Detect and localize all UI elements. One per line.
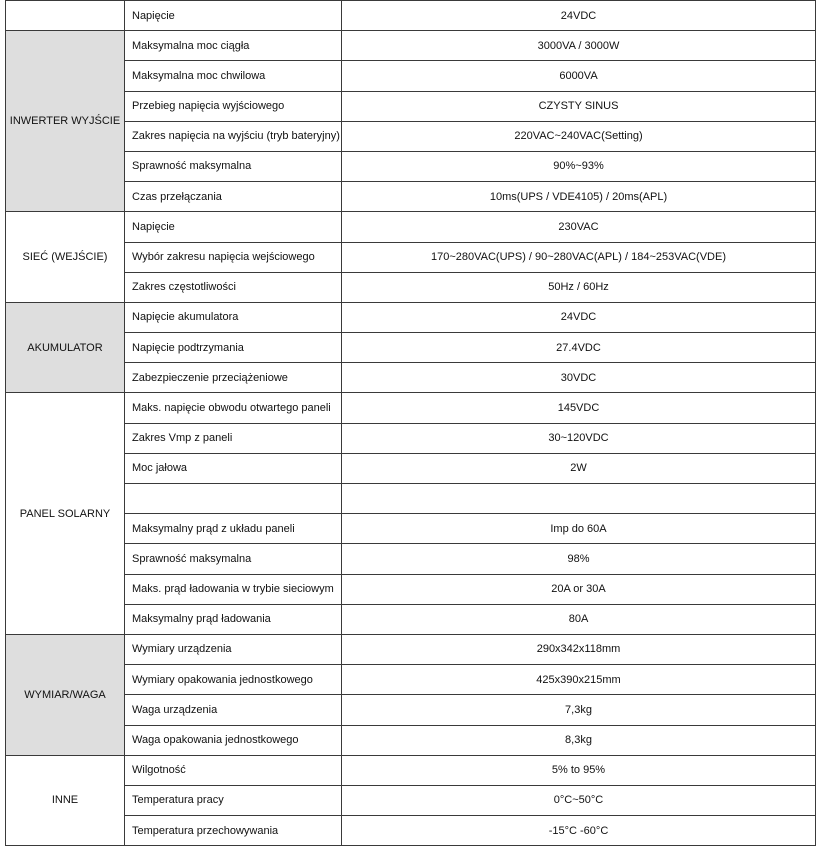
table-row [6, 393, 816, 423]
spec-value: 230VAC [342, 212, 816, 242]
spec-label: Sprawność maksymalna [125, 151, 342, 181]
category-cell: WYMIAR/WAGA [6, 634, 125, 755]
spec-value: 145VDC [342, 393, 816, 423]
spec-table [5, 0, 816, 846]
table-row [6, 423, 816, 453]
spec-label: Napięcie [125, 212, 342, 242]
spec-value: 290x342x118mm [342, 634, 816, 664]
table-row [6, 785, 816, 815]
spec-value: 3000VA / 3000W [342, 31, 816, 61]
table-row [6, 484, 816, 514]
table-row [6, 816, 816, 846]
spec-value: 24VDC [342, 302, 816, 332]
spec-label: Zakres częstotliwości [125, 272, 342, 302]
table-row [6, 1, 816, 31]
table-row [6, 363, 816, 393]
spec-value: 50Hz / 60Hz [342, 272, 816, 302]
table-row [6, 453, 816, 483]
spec-value: 10ms(UPS / VDE4105) / 20ms(APL) [342, 182, 816, 212]
spec-value: 425x390x215mm [342, 665, 816, 695]
spec-label: Temperatura przechowywania [125, 816, 342, 846]
spec-label [125, 484, 342, 514]
spec-label: Napięcie podtrzymania [125, 333, 342, 363]
spec-label: Maks. prąd ładowania w trybie sieciowym [125, 574, 342, 604]
spec-value: 24VDC [342, 1, 816, 31]
spec-label: Zakres napięcia na wyjściu (tryb bateryjny) [125, 121, 342, 151]
table-row [6, 302, 816, 332]
table-row [6, 31, 816, 61]
spec-label: Maksymalny prąd ładowania [125, 604, 342, 634]
table-row [6, 604, 816, 634]
table-row [6, 755, 816, 785]
spec-value: 27.4VDC [342, 333, 816, 363]
spec-value: 5% to 95% [342, 755, 816, 785]
spec-label: Wymiary opakowania jednostkowego [125, 665, 342, 695]
spec-value: CZYSTY SINUS [342, 91, 816, 121]
spec-value: 2W [342, 453, 816, 483]
spec-value: 90%~93% [342, 151, 816, 181]
spec-label: Wilgotność [125, 755, 342, 785]
table-row [6, 514, 816, 544]
spec-label: Napięcie akumulatora [125, 302, 342, 332]
spec-label: Napięcie [125, 1, 342, 31]
spec-value: 220VAC~240VAC(Setting) [342, 121, 816, 151]
spec-value: 6000VA [342, 61, 816, 91]
spec-label: Sprawność maksymalna [125, 544, 342, 574]
table-row [6, 121, 816, 151]
spec-value: 98% [342, 544, 816, 574]
spec-label: Waga urządzenia [125, 695, 342, 725]
table-row [6, 695, 816, 725]
spec-table-body [6, 1, 816, 846]
table-row [6, 61, 816, 91]
table-row [6, 574, 816, 604]
table-row [6, 333, 816, 363]
table-row [6, 151, 816, 181]
spec-label: Zakres Vmp z paneli [125, 423, 342, 453]
table-row [6, 272, 816, 302]
table-row [6, 91, 816, 121]
spec-label: Wymiary urządzenia [125, 634, 342, 664]
spec-label: Przebieg napięcia wyjściowego [125, 91, 342, 121]
spec-value: 8,3kg [342, 725, 816, 755]
spec-value: 0°C~50°C [342, 785, 816, 815]
spec-value: 30VDC [342, 363, 816, 393]
spec-value: 7,3kg [342, 695, 816, 725]
spec-value: 170~280VAC(UPS) / 90~280VAC(APL) / 184~253VAC(VDE) [342, 242, 816, 272]
table-row [6, 212, 816, 242]
spec-label: Moc jałowa [125, 453, 342, 483]
spec-value: -15°C -60°C [342, 816, 816, 846]
spec-label: Maksymalna moc ciągła [125, 31, 342, 61]
category-cell: SIEĆ (WEJŚCIE) [6, 212, 125, 303]
spec-label: Maksymalny prąd z układu paneli [125, 514, 342, 544]
category-cell-empty [6, 1, 125, 31]
spec-value: Imp do 60A [342, 514, 816, 544]
spec-label: Maks. napięcie obwodu otwartego paneli [125, 393, 342, 423]
table-row [6, 544, 816, 574]
table-row [6, 182, 816, 212]
category-cell: AKUMULATOR [6, 302, 125, 393]
spec-label: Zabezpieczenie przeciążeniowe [125, 363, 342, 393]
table-row [6, 665, 816, 695]
spec-label: Waga opakowania jednostkowego [125, 725, 342, 755]
spec-value: 30~120VDC [342, 423, 816, 453]
spec-value: 80A [342, 604, 816, 634]
spec-value [342, 484, 816, 514]
spec-label: Maksymalna moc chwilowa [125, 61, 342, 91]
category-cell: PANEL SOLARNY [6, 393, 125, 635]
spec-label: Temperatura pracy [125, 785, 342, 815]
spec-value: 20A or 30A [342, 574, 816, 604]
spec-label: Czas przełączania [125, 182, 342, 212]
table-row [6, 634, 816, 664]
category-cell: INNE [6, 755, 125, 846]
table-row [6, 242, 816, 272]
category-cell: INWERTER WYJŚCIE [6, 31, 125, 212]
table-row [6, 725, 816, 755]
spec-label: Wybór zakresu napięcia wejściowego [125, 242, 342, 272]
